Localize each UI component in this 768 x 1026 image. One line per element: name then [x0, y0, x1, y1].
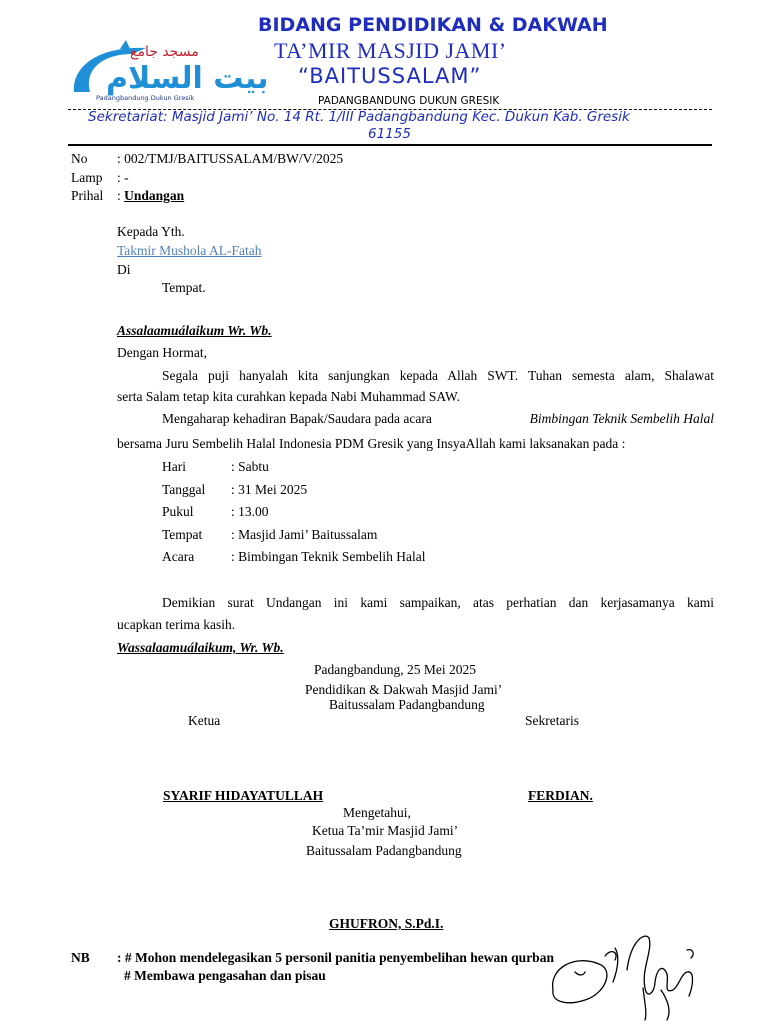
- event-name: Bimbingan Teknik Sembelih Halal: [529, 411, 714, 426]
- ketua-title: Ketua: [188, 713, 221, 728]
- meta-subject-value: Undangan: [124, 188, 185, 203]
- signatory-org-line-1: Pendidikan & Dakwah Masjid Jami’: [305, 682, 503, 697]
- nb-line-1: : # Mohon mendelegasikan 5 personil panitia penyembelihan hewan qurban: [117, 950, 554, 965]
- header-mosque-name: “BAITUSSALAM”: [298, 64, 482, 88]
- nb-line-2: # Membawa pengasahan dan pisau: [124, 968, 326, 983]
- paragraph-3-line-1: Demikian surat Undangan ini kami sampaikan, atas perhatian dan kerjasamanya kami: [162, 595, 714, 610]
- nb-label: NB: [71, 950, 90, 965]
- svg-text:بيت السلام: بيت السلام: [106, 61, 269, 96]
- ketua-tamir-title-line-1: Ketua Ta’mir Masjid Jami’: [312, 823, 459, 838]
- salam-opening: Assalaamuálaikum Wr. Wb.: [117, 323, 272, 338]
- detail-value-event: : Bimbingan Teknik Sembelih Halal: [231, 549, 426, 564]
- sekretaris-title: Sekretaris: [525, 713, 579, 728]
- detail-value-date: : 31 Mei 2025: [231, 482, 308, 497]
- meta-lamp-value: : -: [117, 170, 129, 185]
- detail-label-place: Tempat: [162, 527, 203, 542]
- mengetahui-label: Mengetahui,: [343, 805, 411, 820]
- paragraph-1-line-1: Segala puji hanyalah kita sanjungkan kepada Allah SWT. Tuhan semesta alam, Shalawat: [162, 368, 714, 383]
- salam-closing: Wassalaamuálaikum, Wr. Wb.: [117, 640, 284, 655]
- header-organization: TA’MIR MASJID JAMI’: [274, 38, 507, 63]
- detail-label-day: Hari: [162, 459, 186, 474]
- svg-text:مسجد جامع: مسجد جامع: [130, 44, 199, 60]
- recipient-greeting: Kepada Yth.: [117, 224, 185, 239]
- header-location: PADANGBANDUNG DUKUN GRESIK: [318, 95, 500, 107]
- detail-label-time: Pukul: [162, 504, 194, 519]
- paragraph-2-line-2: bersama Juru Sembelih Halal Indonesia PDM Gresik yang InsyaAllah kami laksanakan pada :: [117, 436, 626, 451]
- header-department: BIDANG PENDIDIKAN & DAKWAH: [258, 14, 608, 36]
- detail-value-time: : 13.00: [231, 504, 269, 519]
- paragraph-1-line-2: serta Salam tetap kita curahkan kepada Nabi Muhammad SAW.: [117, 389, 460, 404]
- detail-value-day: : Sabtu: [231, 459, 269, 474]
- meta-subject-label: Prihal: [71, 188, 104, 203]
- paragraph-3-line-2: ucapkan terima kasih.: [117, 617, 236, 632]
- ketua-tamir-name: GHUFRON, S.Pd.I.: [329, 916, 444, 931]
- handwritten-signature: [545, 930, 705, 1022]
- detail-label-event: Acara: [162, 549, 195, 564]
- header-address-line1: Sekretariat: Masjid Jami’ No. 14 Rt. 1/III Padangbandung Kec. Dukun Kab. Gresik: [88, 109, 630, 125]
- svg-text:Padangbandung Dukun Gresik: Padangbandung Dukun Gresik: [96, 94, 195, 102]
- sekretaris-name: FERDIAN.: [528, 788, 593, 803]
- header-address-line2: 61155: [368, 126, 411, 142]
- detail-label-date: Tanggal: [162, 482, 206, 497]
- ketua-tamir-title-line-2: Baitussalam Padangbandung: [306, 843, 462, 858]
- meta-no-value: : 002/TMJ/BAITUSSALAM/BW/V/2025: [117, 151, 344, 166]
- meta-subject: : Undangan: [117, 188, 185, 203]
- paragraph-2-line-1: Mengaharap kehadiran Bapak/Saudara pada acara Bimbingan Teknik Sembelih Halal: [162, 411, 714, 426]
- detail-value-place: : Masjid Jami’ Baitussalam: [231, 527, 378, 542]
- meta-no-label: No: [71, 151, 88, 166]
- recipient-place: Tempat.: [162, 280, 206, 295]
- place-date: Padangbandung, 25 Mei 2025: [314, 662, 476, 677]
- salutation: Dengan Hormat,: [117, 345, 207, 360]
- recipient-name: Takmir Mushola AL-Fatah: [117, 243, 262, 258]
- meta-lamp-label: Lamp: [71, 170, 103, 185]
- ketua-name: SYARIF HIDAYATULLAH: [163, 788, 324, 803]
- recipient-di: Di: [117, 262, 131, 277]
- signatory-org-line-2: Baitussalam Padangbandung: [329, 697, 485, 712]
- mosque-logo: [68, 40, 269, 102]
- header-bottom-divider: [68, 144, 712, 146]
